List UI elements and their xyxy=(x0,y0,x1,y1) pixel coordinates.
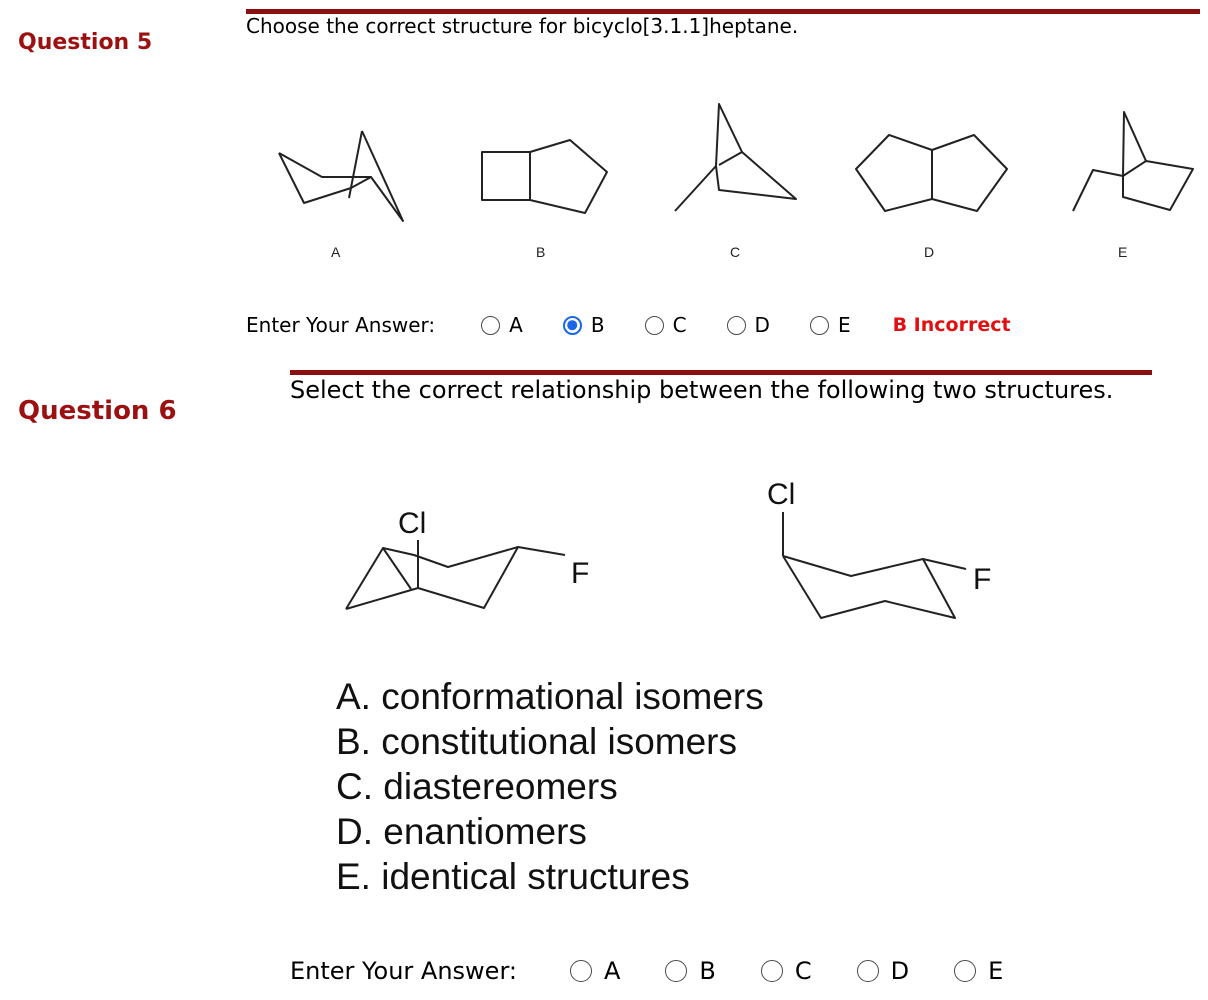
choice-e: E. identical structures xyxy=(336,856,690,897)
right-fluorine: F xyxy=(973,563,992,596)
left-chair-drawing xyxy=(346,540,565,609)
q6-option-b[interactable] xyxy=(665,957,715,985)
question-6-prompt: Select the correct relationship between the following two structures. xyxy=(290,376,1114,404)
question-5-feedback: B Incorrect xyxy=(892,314,1011,336)
right-chlorine: Cl xyxy=(767,478,796,511)
q5-radio-c[interactable] xyxy=(645,316,664,335)
q5-radio-a[interactable] xyxy=(481,316,500,335)
q6-radio-e[interactable] xyxy=(954,960,976,982)
question-5-answer-row xyxy=(246,311,1011,339)
question-5-label: Question 5 xyxy=(18,30,153,55)
question-6-structures xyxy=(0,460,1208,650)
q5-option-a-label: A xyxy=(509,313,523,337)
structure-a-drawing xyxy=(279,131,403,221)
structure-label-a: A xyxy=(331,244,341,260)
q6-option-e[interactable] xyxy=(954,957,1003,985)
q6-radio-c[interactable] xyxy=(761,960,783,982)
q5-option-d[interactable] xyxy=(727,313,770,337)
q6-option-e-label: E xyxy=(988,957,1004,985)
q6-option-d[interactable] xyxy=(857,957,909,985)
structure-b-drawing xyxy=(482,140,607,213)
q6-radio-b[interactable] xyxy=(665,960,687,982)
q6-option-d-label: D xyxy=(890,957,910,985)
question-5-structures xyxy=(0,90,1208,240)
q5-radio-d[interactable] xyxy=(727,316,746,335)
structure-d-drawing xyxy=(856,135,1007,211)
choice-b: B. constitutional isomers xyxy=(336,721,738,762)
q5-option-c[interactable] xyxy=(645,313,687,337)
choice-d: D. enantiomers xyxy=(336,811,587,852)
question-6-label: Question 6 xyxy=(18,396,177,426)
structure-label-b: B xyxy=(536,244,546,260)
question-6-choices xyxy=(336,674,764,899)
q6-radio-a[interactable] xyxy=(570,960,592,982)
choice-a: A. conformational isomers xyxy=(336,676,764,717)
question-5-prompt: Choose the correct structure for bicyclo[3.1.1]heptane. xyxy=(246,14,799,38)
question-6-answer-row xyxy=(290,955,1003,987)
q5-radio-b-selected[interactable] xyxy=(563,316,582,335)
question-6-answer-prompt: Enter Your Answer: xyxy=(290,957,517,985)
q6-option-b-label: B xyxy=(699,957,716,985)
q5-option-e[interactable] xyxy=(810,313,851,337)
q6-option-a-label: A xyxy=(603,957,621,985)
q6-option-a[interactable] xyxy=(570,957,620,985)
structure-c-drawing xyxy=(675,104,796,211)
choice-c: C. diastereomers xyxy=(336,766,618,807)
q5-option-e-label: E xyxy=(837,313,851,337)
q5-option-b[interactable] xyxy=(563,313,605,337)
q6-radio-d[interactable] xyxy=(857,960,879,982)
question-5-answer-prompt: Enter Your Answer: xyxy=(246,313,436,337)
left-fluorine: F xyxy=(571,557,590,590)
q6-option-c-label: C xyxy=(794,957,812,985)
question-6-divider xyxy=(290,370,1152,375)
structure-e-drawing xyxy=(1073,112,1193,211)
q5-option-a[interactable] xyxy=(481,313,523,337)
q6-option-c[interactable] xyxy=(761,957,812,985)
q5-option-c-label: C xyxy=(672,313,687,337)
q5-option-d-label: D xyxy=(754,313,770,337)
structure-label-d: D xyxy=(924,244,935,260)
right-chair-drawing xyxy=(783,512,966,618)
structure-label-c: C xyxy=(730,244,741,260)
left-chlorine: Cl xyxy=(398,507,427,540)
q5-radio-e[interactable] xyxy=(810,316,829,335)
q5-option-b-label: B xyxy=(590,313,605,337)
structure-label-e: E xyxy=(1118,244,1128,260)
